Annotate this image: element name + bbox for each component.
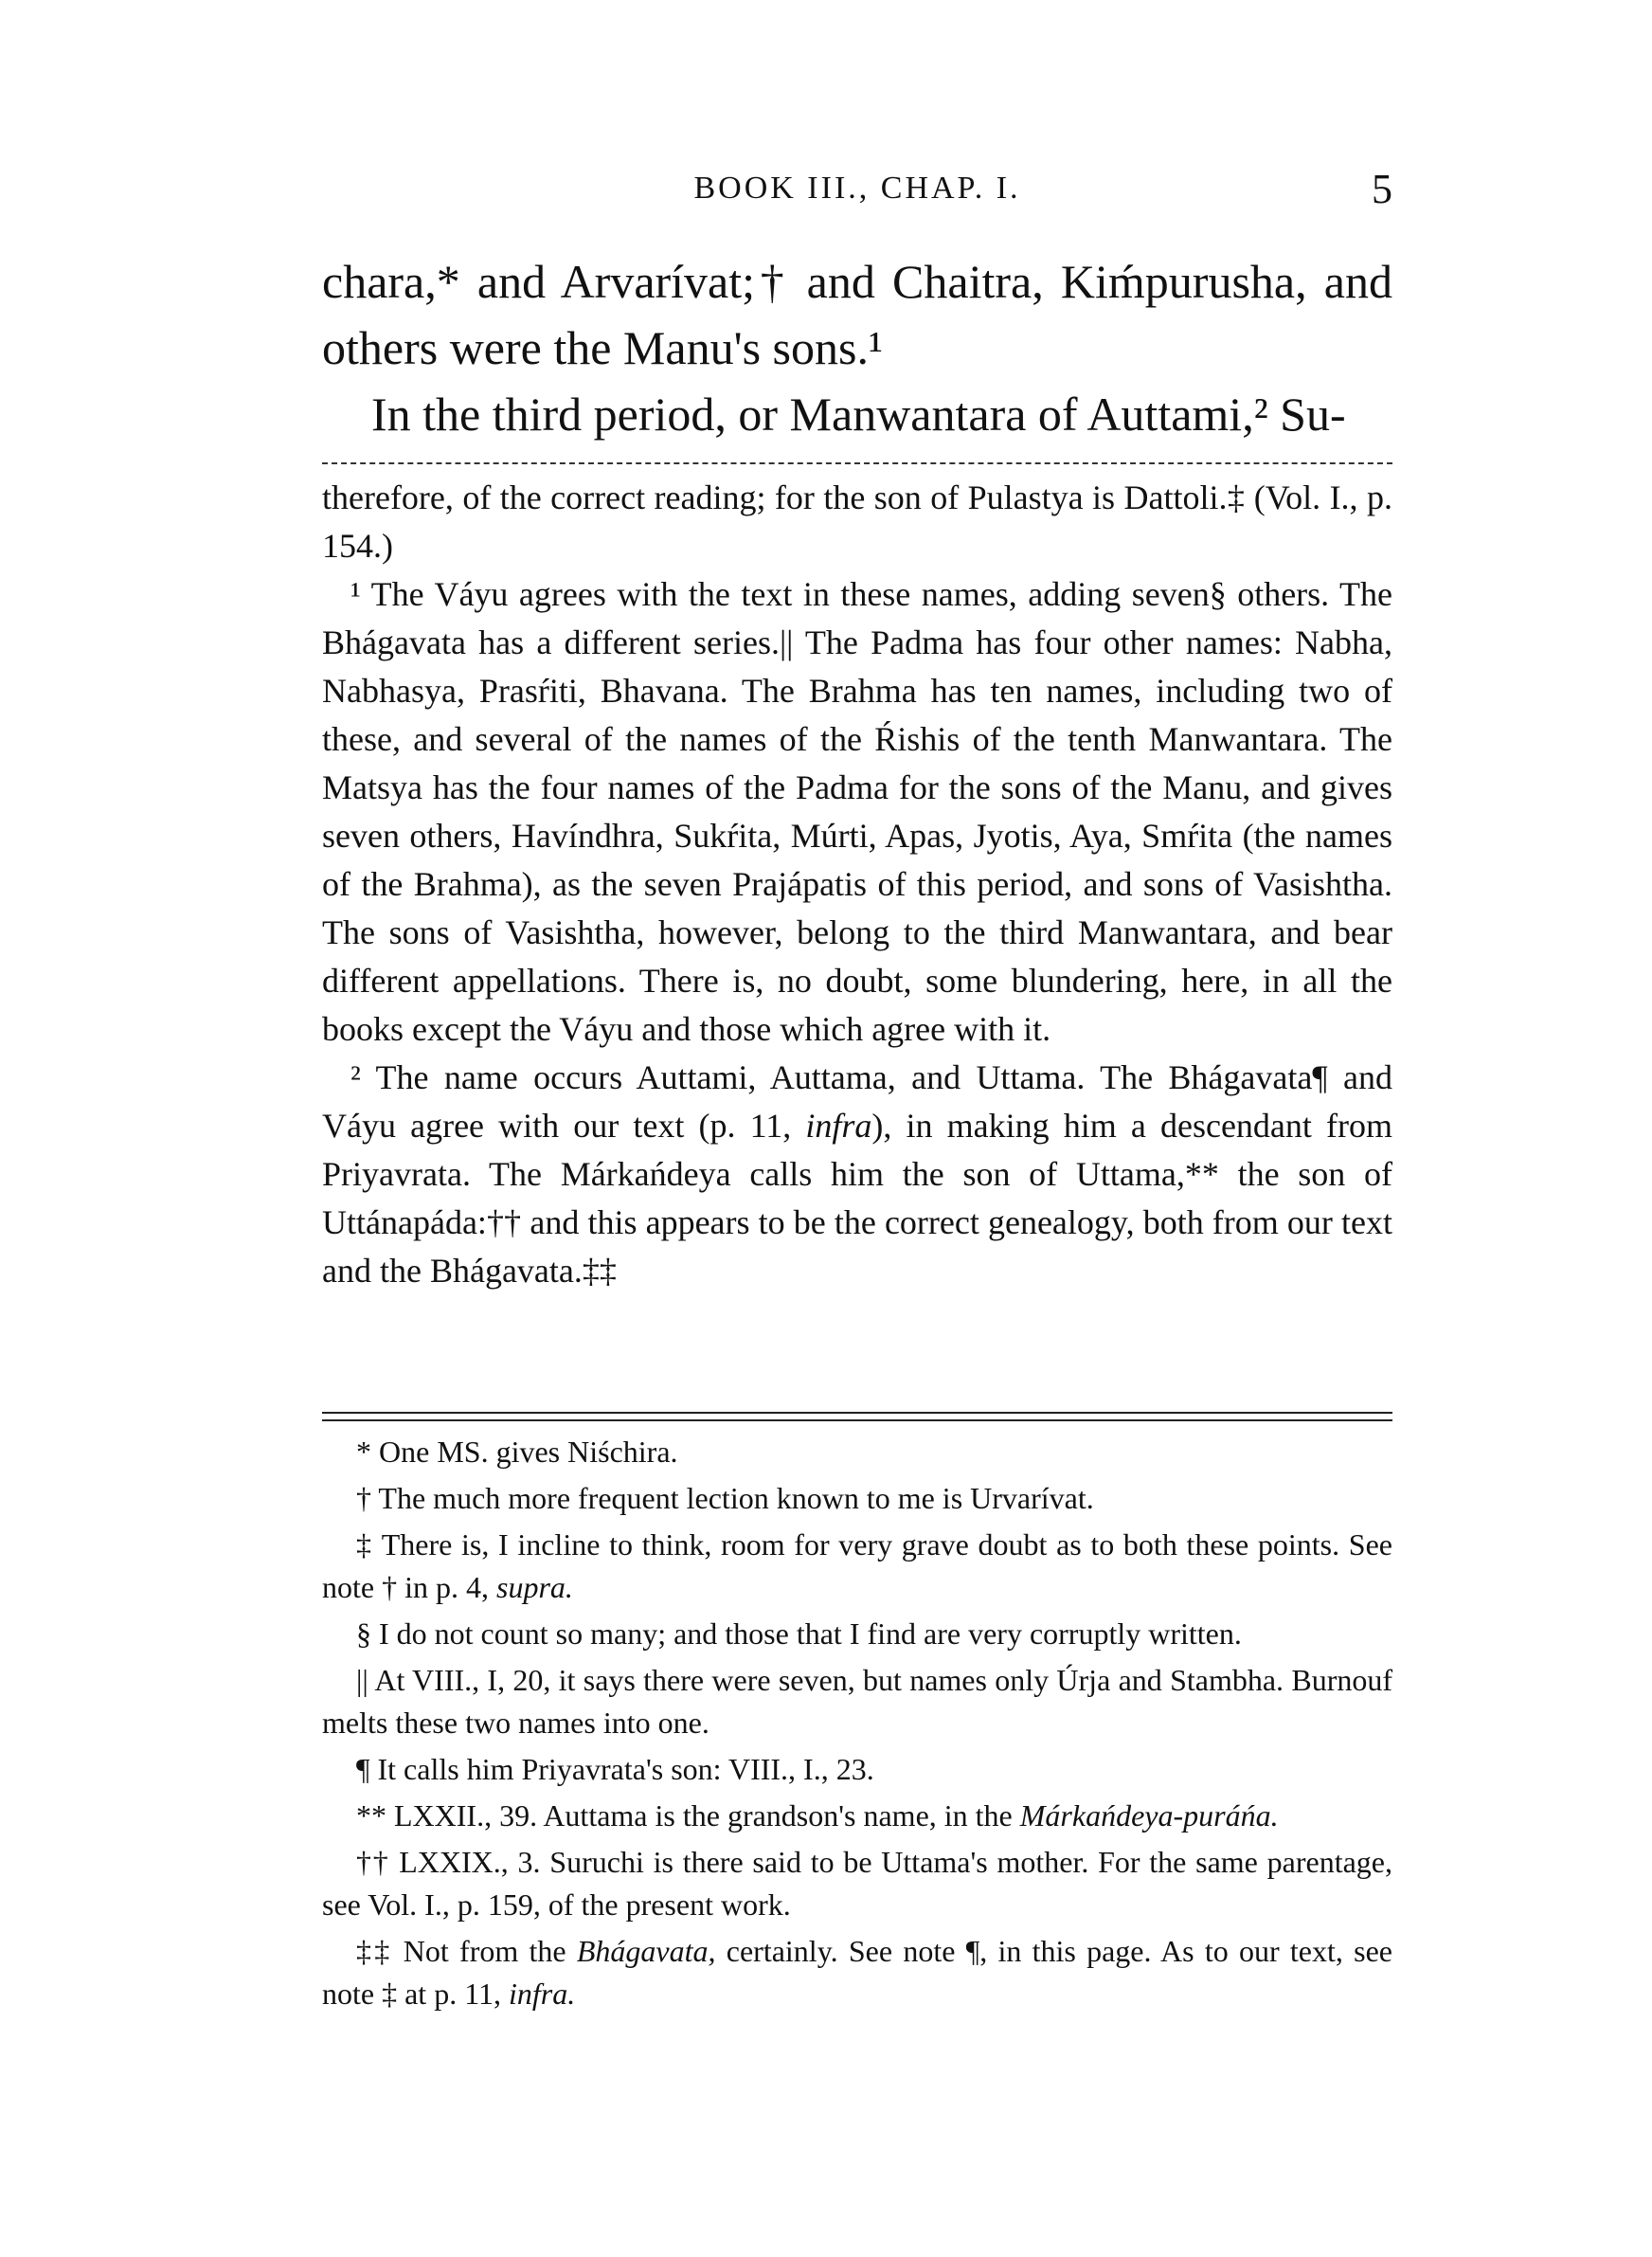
note-continuation: therefore, of the correct reading; for the son of Pulastya is Dattoli.‡ (Vol. I., p. 154.) bbox=[322, 478, 1392, 565]
footnote-double-double-dagger bbox=[322, 1930, 1392, 2015]
footnote-double-asterisk bbox=[322, 1795, 1392, 1837]
commentary-notes bbox=[322, 474, 1392, 1295]
running-header bbox=[322, 166, 1392, 220]
running-title: BOOK III., CHAP. I. bbox=[693, 171, 1021, 206]
footnote-ddd-infra: infra. bbox=[509, 1977, 576, 2011]
footnote-double-dagger-pair: †† LXXIX., 3. Suruchi is there said to be Uttama's mother. For the same parentage, see Vol. I., p. 159, of the present work. bbox=[322, 1845, 1392, 1922]
footnote-ddd-part-a: ‡‡ Not from the bbox=[356, 1934, 577, 1968]
note-2-infra: infra bbox=[805, 1107, 872, 1145]
note-1: ¹ The Váyu agrees with the text in these names, adding seven§ others. The Bhágavata has a different series.|| The Padma has four other names: Nabha, Nabhasya, Prasŕiti, Bhavana. The Brahma has ten names, including two of these, and several of the names of the Ŕishis of the tenth Manwantara. The Matsya has the four names of the Padma for the sons of the Manu, and gives seven others, Havíndhra, Sukŕita, Múrti, Apas, Jyotis, Aya, Smŕita (the names of the Brahma), as the seven Prajápatis of this period, and sons of Vasishtha. The sons of Vasishtha, however, belong to the third Manwantara, and bear different appellations. There is, no doubt, some blundering, here, in all the books except the Váyu and those which agree with it. bbox=[322, 575, 1392, 1048]
footnote-asterisk: * One MS. gives Niśchira. bbox=[356, 1435, 678, 1469]
footnote-pilcrow: ¶ It calls him Priyavrata's son: VIII., I., 23. bbox=[356, 1752, 874, 1786]
main-paragraph-1: chara,* and Arvarívat;† and Chaitra, Kiḿpurusha, and others were the Manu's sons.¹ bbox=[322, 255, 1392, 374]
main-text bbox=[322, 248, 1392, 447]
note-2-part-a: ² The name occurs Auttami, Auttama, and Uttama. The Bhágavata¶ and Váyu agree with our text (p. 11, bbox=[322, 1058, 1392, 1145]
editor-footnotes bbox=[322, 1431, 1392, 2019]
footnotes-divider bbox=[322, 1412, 1392, 1421]
footnote-parallel: || At VIII., I, 20, it says there were seven, but names only Úrja and Stambha. Burnouf melts these two names into one. bbox=[322, 1663, 1392, 1740]
footnote-ddd-part-b: certainly. See note ¶, in this page. As to our text, see note ‡ at p. 11, bbox=[322, 1934, 1393, 2011]
note-2-part-b: ), in making him a descendant from Priyavrata. The Márkańdeya calls him the son of Uttama,** the son of Uttánapáda:†† and this appears to be the correct genealogy, both from our text and the Bhágavata.‡‡ bbox=[322, 1107, 1393, 1290]
footnote-double-dagger-supra: supra. bbox=[495, 1570, 573, 1604]
footnote-double-dagger bbox=[322, 1524, 1392, 1609]
footnote-double-asterisk-title: Márkańdeya-puráńa. bbox=[1019, 1798, 1279, 1833]
footnote-double-asterisk-text: ** LXXII., 39. Auttama is the grandson's name, in the bbox=[356, 1798, 1020, 1833]
page-number: 5 bbox=[1372, 166, 1392, 212]
notes-divider bbox=[322, 462, 1392, 464]
footnote-ddd-title: Bhágavata, bbox=[576, 1934, 716, 1968]
footnote-double-dagger-text: ‡ There is, I incline to think, room for very grave doubt as to both these points. See note † in p. 4, bbox=[322, 1527, 1392, 1604]
footnote-dagger: † The much more frequent lection known to me is Urvarívat. bbox=[356, 1481, 1094, 1515]
note-2 bbox=[322, 1054, 1392, 1295]
footnote-section: § I do not count so many; and those that I find are very corruptly written. bbox=[356, 1616, 1242, 1651]
main-paragraph-2: In the third period, or Manwantara of Auttami,² Su- bbox=[371, 388, 1346, 441]
